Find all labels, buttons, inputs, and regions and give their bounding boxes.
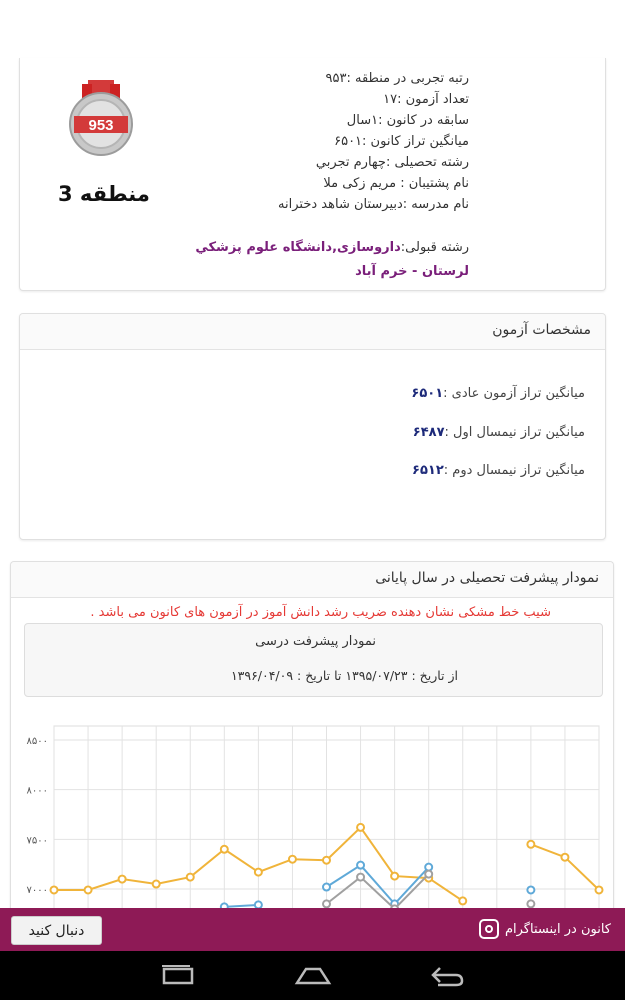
progress-card-title: نمودار پیشرفت تحصیلی در سال پایانی	[375, 570, 599, 586]
y-tick-label: ۸۰۰۰	[26, 785, 48, 797]
data-point	[357, 862, 364, 869]
data-point	[85, 886, 92, 893]
data-point	[119, 876, 126, 883]
data-point	[221, 846, 228, 853]
series-line	[327, 865, 429, 904]
home-icon[interactable]	[294, 963, 332, 987]
exam-card-title: مشخصات آزمون	[492, 322, 591, 338]
y-tick-label: ۸۵۰۰	[26, 736, 48, 747]
back-icon[interactable]	[428, 963, 464, 987]
stat-second-half-label: میانگین تراز نیمسال دوم :	[443, 463, 585, 478]
follow-button[interactable]: دنبال کنید	[11, 916, 102, 945]
profile-info	[169, 68, 469, 215]
progress-card-header	[11, 562, 613, 598]
data-point	[357, 824, 364, 831]
data-point	[323, 884, 330, 891]
data-point	[51, 886, 58, 893]
accepted-major-value: داروسازی,دانشگاه علوم پزشكي لرستان - خرم آباد	[195, 240, 469, 279]
profile-line-history: سابقه در کانون :۱سال	[346, 113, 469, 128]
data-point	[527, 886, 534, 893]
data-point	[153, 881, 160, 888]
data-point	[357, 874, 364, 881]
data-point	[255, 869, 262, 876]
y-tick-label: ۷۵۰۰	[26, 835, 48, 847]
data-point	[561, 854, 568, 861]
profile-line-exam-count: تعداد آزمون :۱۷	[383, 92, 469, 107]
accepted-major-label: رشته قبولی:	[400, 240, 469, 255]
data-point	[323, 900, 330, 907]
data-point	[425, 864, 432, 871]
data-point	[323, 857, 330, 864]
data-point	[425, 871, 432, 878]
stat-first-half-label: میانگین تراز نیمسال اول :	[444, 425, 585, 440]
profile-card	[19, 58, 606, 291]
series-line	[224, 905, 258, 907]
instagram-icon	[479, 919, 499, 939]
profile-line-supporter: نام پشتیبان : مریم زکی ملا	[323, 176, 469, 191]
data-point	[187, 874, 194, 881]
exam-card	[19, 313, 606, 540]
progress-card	[10, 561, 614, 921]
data-point	[289, 856, 296, 863]
stat-second-half-value: ۶۵۱۲	[412, 463, 444, 478]
instagram-label: کانون در اینستاگرام	[504, 921, 611, 937]
stat-second-half	[165, 463, 585, 478]
chart-date-range: از تاریخ : ۱۳۹۵/۰۷/۲۳ تا تاریخ : ۱۳۹۶/۰۴/۰۹	[230, 668, 458, 683]
stat-regular-value: ۶۵۰۱	[411, 386, 444, 401]
stat-first-half-value: ۶۴۸۷	[412, 425, 445, 440]
recent-apps-icon[interactable]	[160, 963, 196, 987]
data-point	[527, 900, 534, 907]
series-line	[327, 874, 429, 909]
footer-bar	[0, 908, 625, 951]
progress-chart	[11, 712, 615, 922]
exam-card-header	[20, 314, 605, 350]
region-label: منطقه 3	[58, 182, 150, 206]
medal-number: 953	[88, 117, 114, 134]
data-point	[459, 897, 466, 904]
data-point	[527, 841, 534, 848]
system-nav-bar	[0, 951, 625, 1000]
profile-line-rank: رتبه تجربی در منطقه :۹۵۳	[325, 71, 469, 86]
data-point	[596, 886, 603, 893]
accepted-major	[169, 236, 469, 284]
profile-line-field: رشته تحصیلی :چهارم تجربي	[315, 155, 469, 170]
y-tick-label: ۷۰۰۰	[26, 885, 48, 896]
medal-icon	[66, 80, 136, 184]
chart-warning: شیب خط مشکی نشان دهنده ضریب رشد دانش آموز در آزمون های کانون می باشد .	[90, 605, 551, 620]
profile-line-average: میانگین تراز کانون :۶۵۰۱	[334, 134, 469, 149]
profile-line-school: نام مدرسه :دبیرستان شاهد دخترانه	[278, 197, 469, 212]
stat-regular	[165, 386, 585, 401]
chart-info-box	[24, 623, 603, 697]
data-point	[391, 873, 398, 880]
stat-first-half	[165, 425, 585, 440]
chart-subtitle: نمودار پیشرفت درسی	[255, 634, 376, 649]
instagram-link[interactable]	[479, 919, 611, 939]
stat-regular-label: میانگین تراز آزمون عادی :	[443, 386, 585, 401]
